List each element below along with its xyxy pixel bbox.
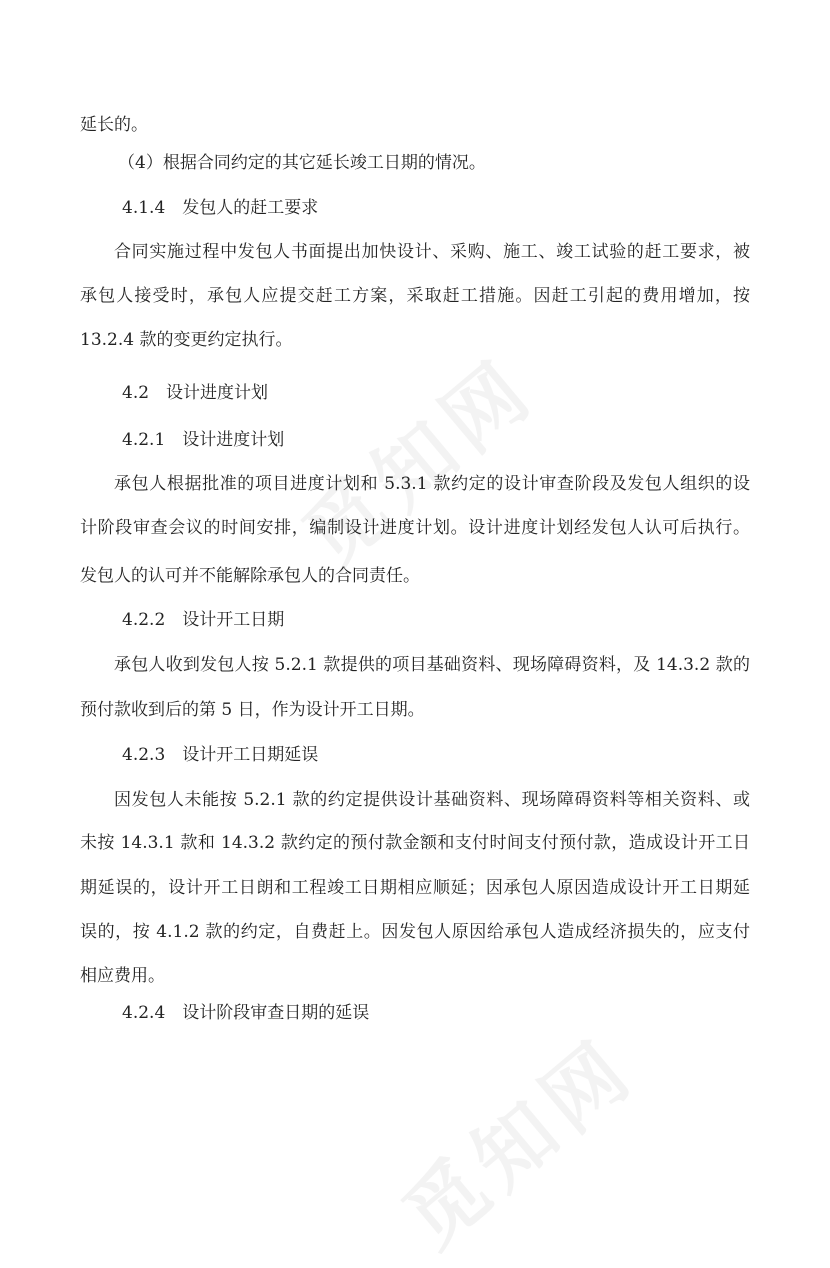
paragraph-line: 未按 14.3.1 款和 14.3.2 款约定的预付款金额和支付时间支付预付款，造成设计开工日: [80, 833, 750, 853]
paragraph-line: 期延误的，设计开工日朗和工程竣工日期相应顺延；因承包人原因造成设计开工日期延: [80, 878, 750, 898]
section-heading: 4.2.3 设计开工日期延误: [122, 745, 319, 765]
paragraph-line: 因发包人未能按 5.2.1 款的约定提供设计基础资料、现场障碍资料等相关资料、或: [114, 790, 750, 810]
list-item: （4）根据合同约定的其它延长竣工日期的情况。: [118, 153, 486, 173]
paragraph-line: 相应费用。: [80, 966, 165, 986]
section-heading: 4.2.4 设计阶段审查日期的延误: [122, 1003, 370, 1023]
paragraph-line: 承包人接受时，承包人应提交赶工方案，采取赶工措施。因赶工引起的费用增加，按: [80, 286, 750, 306]
paragraph-line: 误的，按 4.1.2 款的约定，自费赶上。因发包人原因给承包人造成经济损失的，应支付: [80, 922, 750, 942]
section-heading: 4.2.2 设计开工日期: [122, 610, 285, 630]
paragraph-line: 13.2.4 款的变更约定执行。: [80, 330, 293, 350]
section-heading: 4.1.4 发包人的赶工要求: [122, 198, 319, 218]
paragraph-line: 延长的。: [80, 115, 148, 135]
paragraph-line: 承包人根据批准的项目进度计划和 5.3.1 款约定的设计审查阶段及发包人组织的设: [114, 474, 750, 494]
watermark-text: [375, 1007, 656, 1268]
watermark-text: [275, 327, 556, 589]
section-heading: 4.2 设计进度计划: [122, 383, 269, 403]
paragraph-line: 预付款收到后的第 5 日，作为设计开工日期。: [80, 700, 425, 720]
paragraph-line: 发包人的认可并不能解除承包人的合同责任。: [80, 566, 420, 586]
paragraph-line: 承包人收到发包人按 5.2.1 款提供的项目基础资料、现场障碍资料，及 14.3.2 款的: [114, 655, 750, 675]
paragraph-line: 计阶段审查会议的时间安排，编制设计进度计划。设计进度计划经发包人认可后执行。: [80, 518, 750, 538]
section-heading: 4.2.1 设计进度计划: [122, 430, 285, 450]
paragraph-line: 合同实施过程中发包人书面提出加快设计、采购、施工、竣工试验的赶工要求，被: [114, 242, 750, 262]
